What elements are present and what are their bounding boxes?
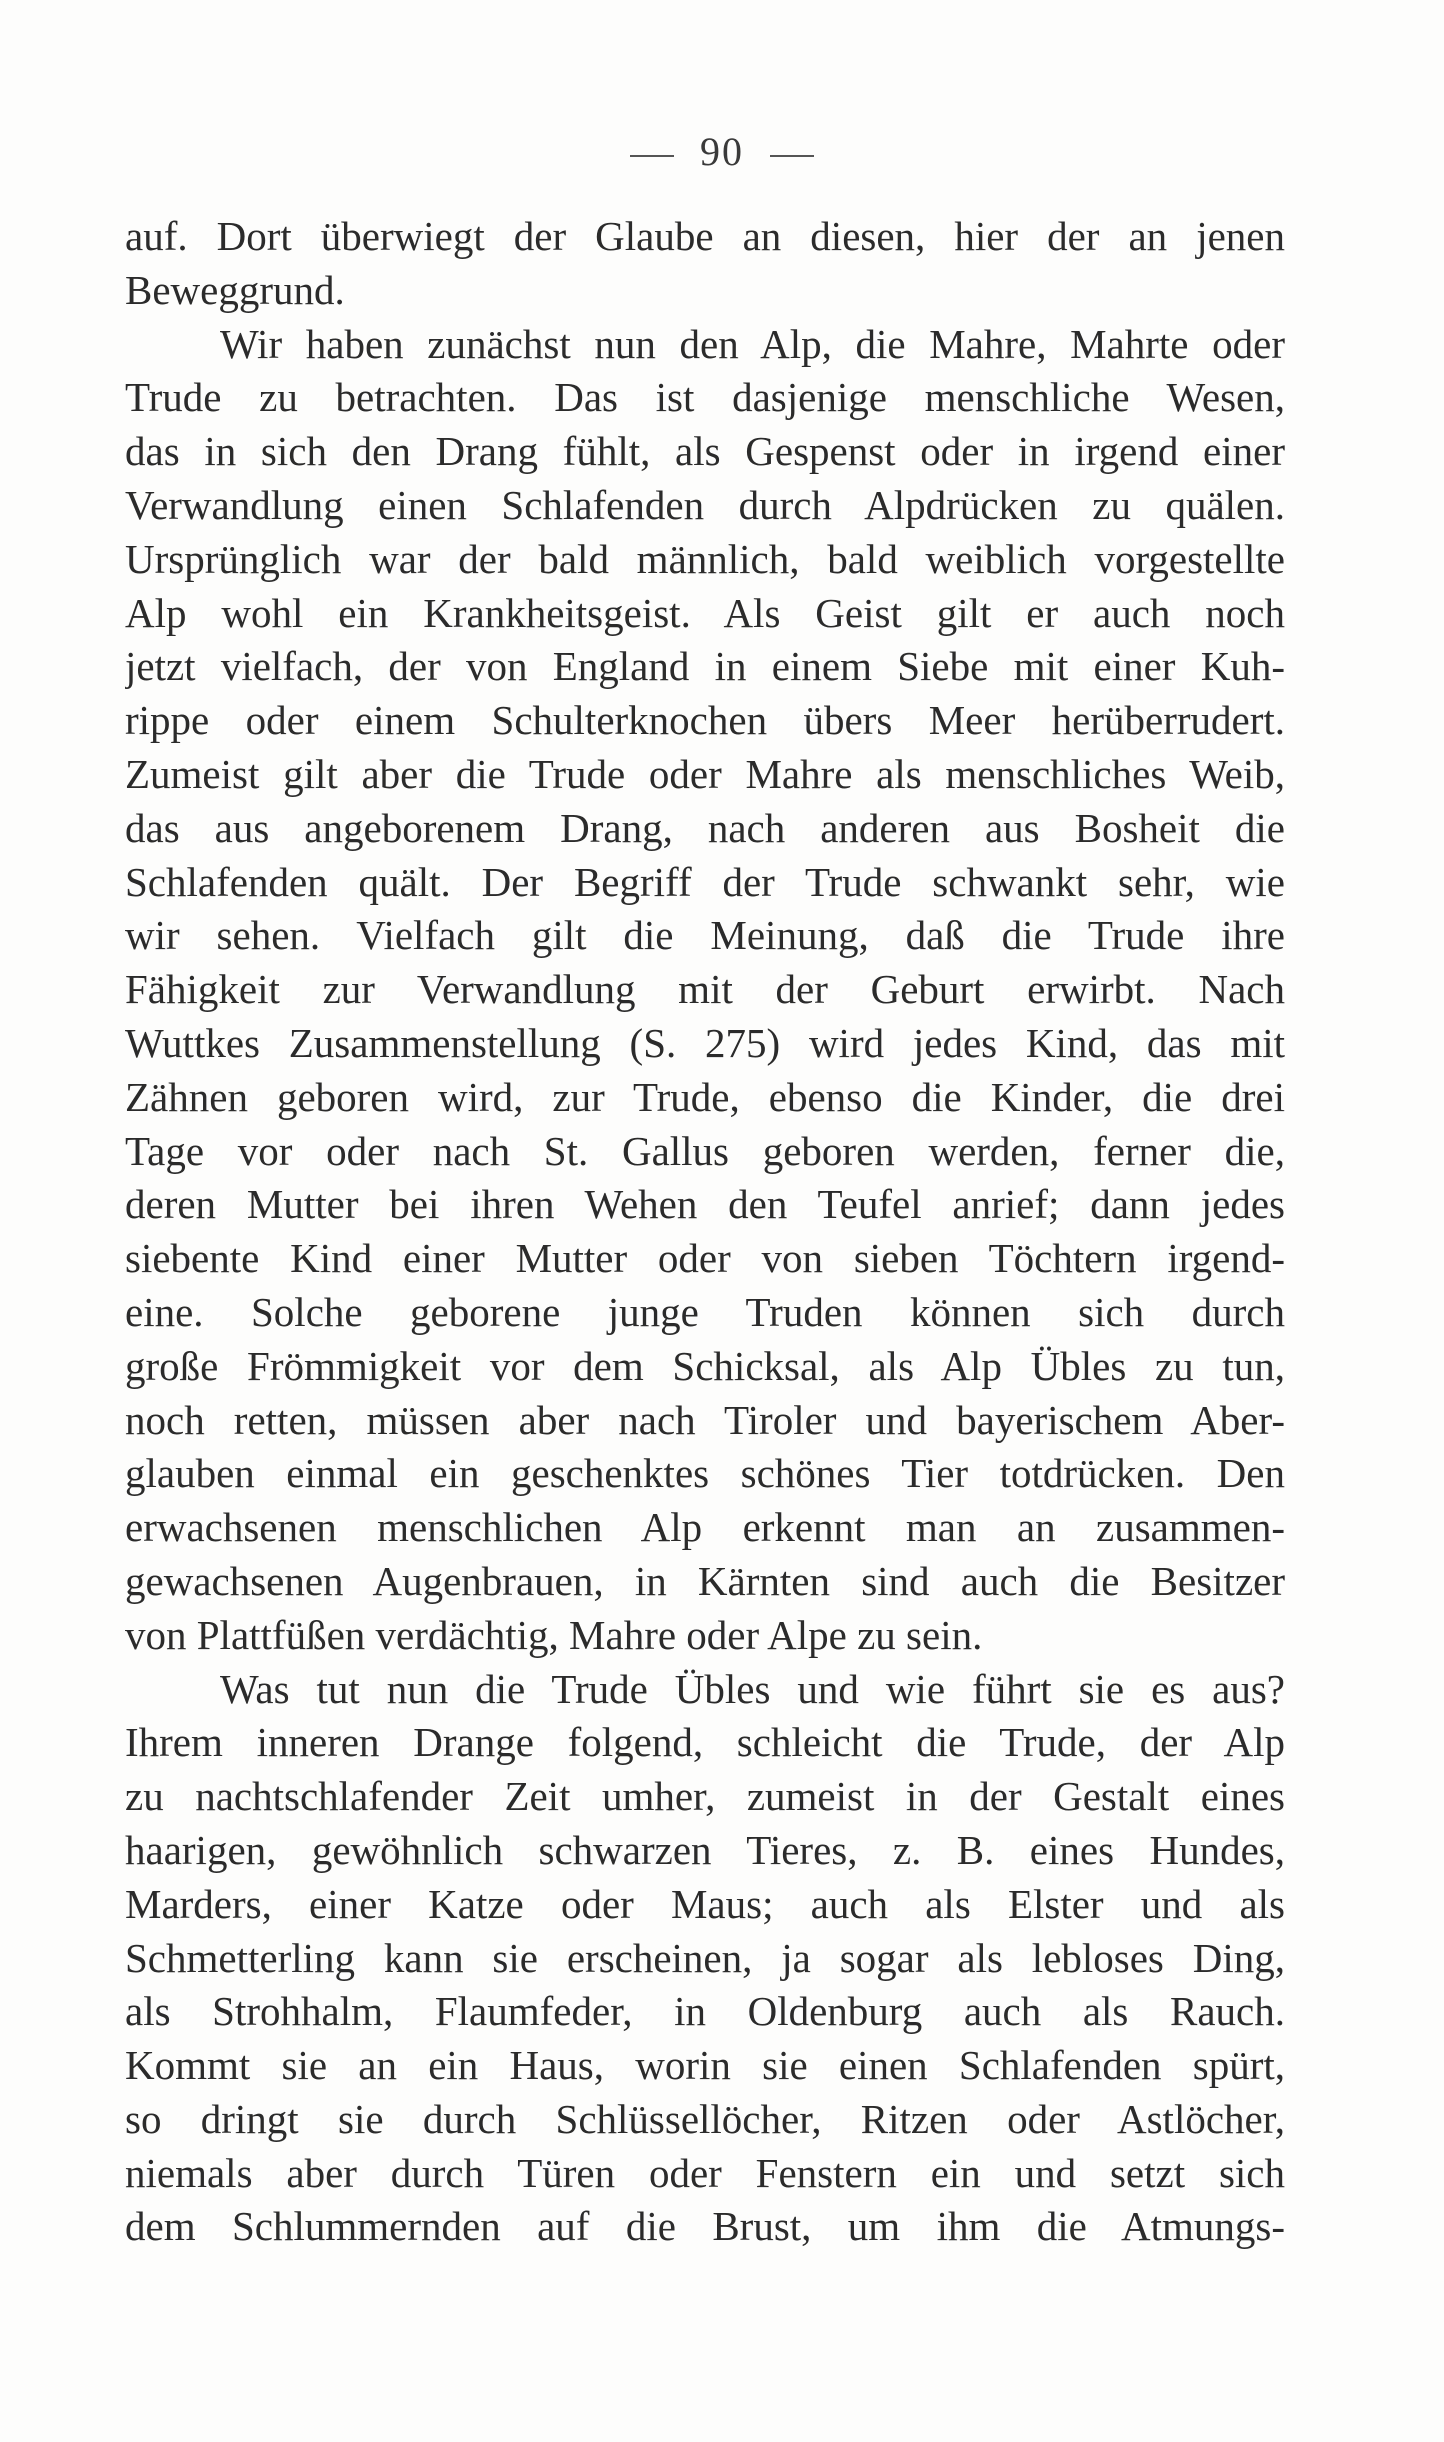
text-line: Trude zu betrachten. Das ist dasjenige menschliche Wesen, — [125, 374, 1285, 421]
body-text — [125, 210, 1285, 2254]
text-line: das in sich den Drang fühlt, als Gespenst oder in irgend einer — [125, 428, 1285, 475]
text-line: wir sehen. Vielfach gilt die Meinung, daß die Trude ihre — [125, 912, 1285, 959]
text-line: Ursprünglich war der bald männlich, bald weiblich vorgestellte — [125, 535, 1285, 582]
text-line: Alp wohl ein Krankheitsgeist. Als Geist gilt er auch noch — [125, 589, 1285, 636]
text-line: Kommt sie an ein Haus, worin sie einen Schlafenden spürt, — [125, 2042, 1285, 2089]
text-line: erwachsenen menschlichen Alp erkennt man an zusammen- — [125, 1504, 1285, 1551]
text-line: von Plattfüßen verdächtig, Mahre oder Alpe zu sein. — [125, 1611, 983, 1658]
text-line: Schlafenden quält. Der Begriff der Trude schwankt sehr, wie — [125, 858, 1285, 905]
text-line: gewachsenen Augenbrauen, in Kärnten sind auch die Besitzer — [125, 1557, 1285, 1604]
text-line: Schmetterling kann sie erscheinen, ja sogar als lebloses Ding, — [125, 1934, 1285, 1981]
text-line: dem Schlummernden auf die Brust, um ihm die Atmungs- — [125, 2203, 1285, 2250]
text-line: Wuttkes Zusammenstellung (S. 275) wird jedes Kind, das mit — [125, 1019, 1285, 1066]
text-line: rippe oder einem Schulterknochen übers Meer herüberrudert. — [125, 697, 1285, 744]
text-line: als Strohhalm, Flaumfeder, in Oldenburg auch als Rauch. — [125, 1988, 1285, 2035]
right-dash — [770, 155, 814, 157]
page-number-header — [0, 128, 1444, 175]
text-line: große Frömmigkeit vor dem Schicksal, als Alp Übles zu tun, — [125, 1342, 1285, 1389]
text-line: Zumeist gilt aber die Trude oder Mahre als menschliches Weib, — [125, 750, 1285, 797]
text-line: eine. Solche geborene junge Truden können sich durch — [125, 1288, 1285, 1335]
text-line: so dringt sie durch Schlüssellöcher, Ritzen oder Astlöcher, — [125, 2095, 1285, 2142]
text-line: auf. Dort überwiegt der Glaube an diesen, hier der an jenen — [125, 213, 1285, 259]
text-line: Zähnen geboren wird, zur Trude, ebenso die Kinder, die drei — [125, 1073, 1285, 1120]
text-line: zu nachtschlafender Zeit umher, zumeist in der Gestalt eines — [125, 1773, 1285, 1820]
text-line: siebente Kind einer Mutter oder von sieben Töchtern irgend- — [125, 1235, 1285, 1282]
text-line: jetzt vielfach, der von England in einem Siebe mit einer Kuh- — [125, 643, 1285, 690]
page-number: 90 — [700, 129, 744, 174]
left-dash — [630, 155, 674, 157]
text-line: das aus angeborenem Drang, nach anderen aus Bosheit die — [125, 804, 1285, 851]
text-line: deren Mutter bei ihren Wehen den Teufel anrief; dann jedes — [125, 1181, 1285, 1228]
text-line: Tage vor oder nach St. Gallus geboren werden, ferner die, — [125, 1127, 1285, 1174]
text-line: Wir haben zunächst nun den Alp, die Mahre, Mahrte oder — [220, 320, 1285, 367]
text-line: Ihrem inneren Drange folgend, schleicht die Trude, der Alp — [125, 1719, 1285, 1766]
text-line: Was tut nun die Trude Übles und wie führt sie es aus? — [220, 1665, 1285, 1712]
text-line: Verwandlung einen Schlafenden durch Alpdrücken zu quälen. — [125, 481, 1285, 528]
text-line: Marders, einer Katze oder Maus; auch als Elster und als — [125, 1880, 1285, 1927]
text-line: Fähigkeit zur Verwandlung mit der Geburt erwirbt. Nach — [125, 966, 1285, 1013]
text-line: niemals aber durch Türen oder Fenstern ein und setzt sich — [125, 2149, 1285, 2196]
text-line: haarigen, gewöhnlich schwarzen Tieres, z. B. eines Hundes, — [125, 1826, 1285, 1873]
text-line: glauben einmal ein geschenktes schönes Tier totdrücken. Den — [125, 1450, 1285, 1497]
text-line: Beweggrund. — [125, 266, 345, 313]
text-line: noch retten, müssen aber nach Tiroler und bayerischem Aber- — [125, 1396, 1285, 1443]
